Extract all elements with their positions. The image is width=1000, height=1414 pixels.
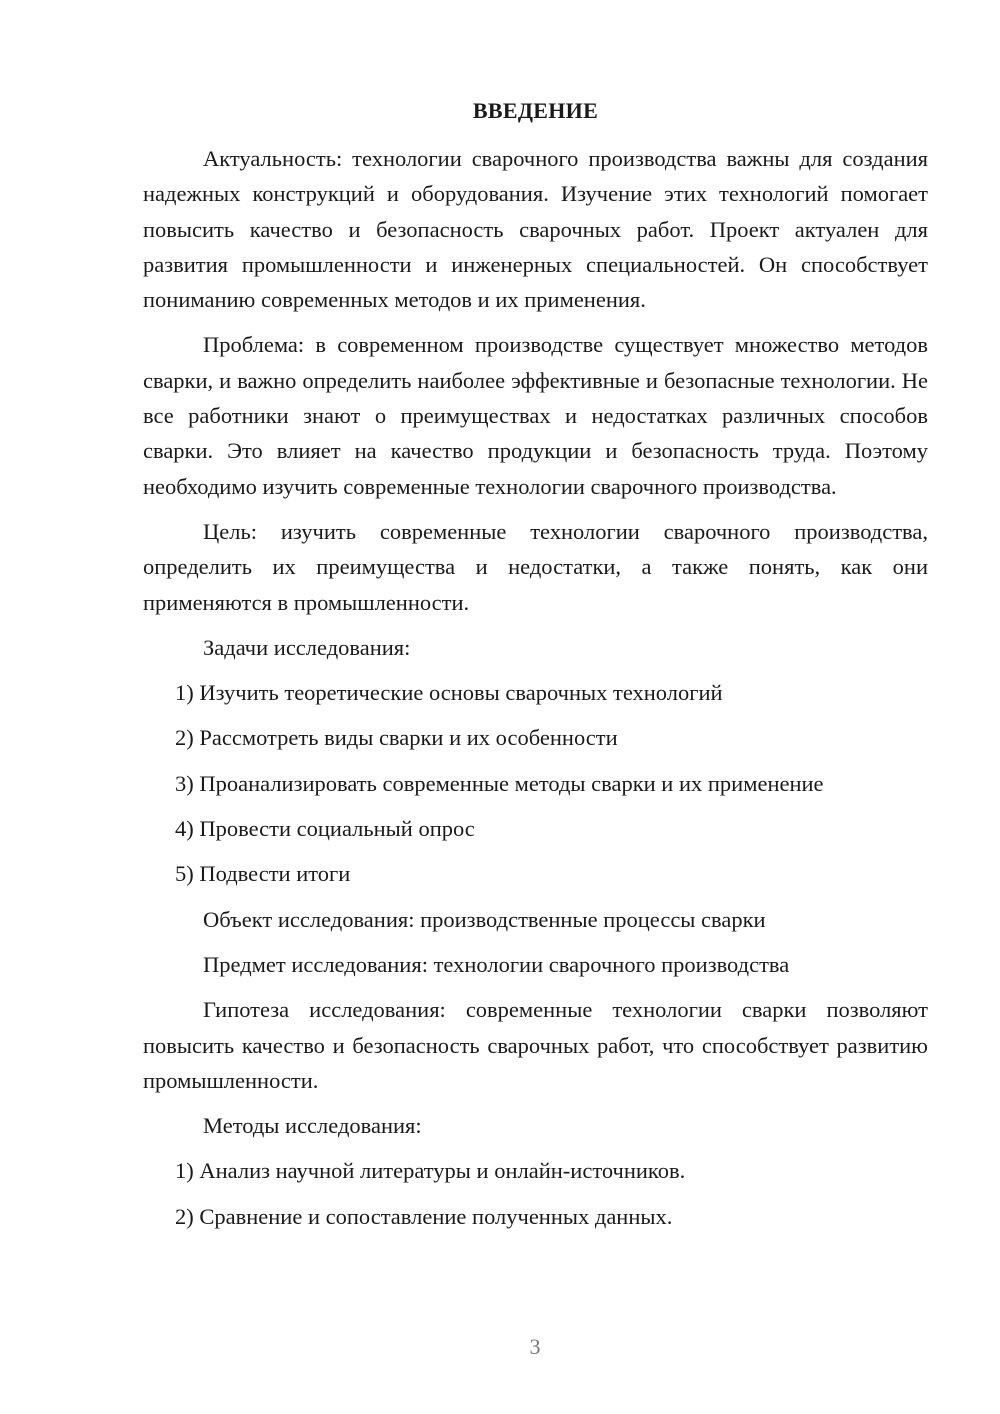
task-item: 2) Рассмотреть виды сварки и их особенности [175,725,618,751]
hypothesis-paragraph: Гипотеза исследования: современные технологии сварки позволяют повысить качество и безопасность сварочных работ, что способствует развитию промышленности. [143,997,928,1093]
page-number: 3 [529,1334,541,1359]
relevance-paragraph: Актуальность: технологии сварочного производства важны для создания надежных конструкций и оборудования. Изучение этих технологий помогает повысить качество и безопасность сварочных работ. Проект актуален для развития промышленности и инженерных специальностей. Он способствует пониманию современных методов и их применения. [143,146,928,313]
task-item: 3) Проанализировать современные методы сварки и их применение [175,770,824,796]
problem-paragraph: Проблема: в современном производстве существует множество методов сварки, и важно определить наиболее эффективные и безопасные технологии. Не все работники знают о преимуществах и недостатках различных способов сварки. Это влияет на качество продукции и безопасность труда. Поэтому необходимо изучить современные технологии сварочного производства. [143,332,928,499]
object-line: Объект исследования: производственные процессы сварки [203,906,766,932]
tasks-heading: Задачи исследования: [203,634,411,660]
tasks-list [143,675,928,891]
methods-heading: Методы исследования: [203,1113,422,1139]
task-item: 1) Изучить теоретические основы сварочных технологий [175,680,723,706]
subject-line: Предмет исследования: технологии сварочного производства [203,951,790,977]
method-item: 2) Сравнение и сопоставление полученных данных. [175,1203,673,1229]
task-item: 4) Провести социальный опрос [175,816,475,842]
goal-paragraph: Цель: изучить современные технологии сварочного производства, определить их преимущества и недостатки, а также понять, как они применяются в промышленности. [143,518,928,615]
page-content [143,94,928,1244]
methods-list [143,1153,928,1234]
task-item: 5) Подвести итоги [175,861,351,887]
page-title: ВВЕДЕНИЕ [472,98,599,123]
method-item: 1) Анализ научной литературы и онлайн-источников. [175,1158,686,1184]
